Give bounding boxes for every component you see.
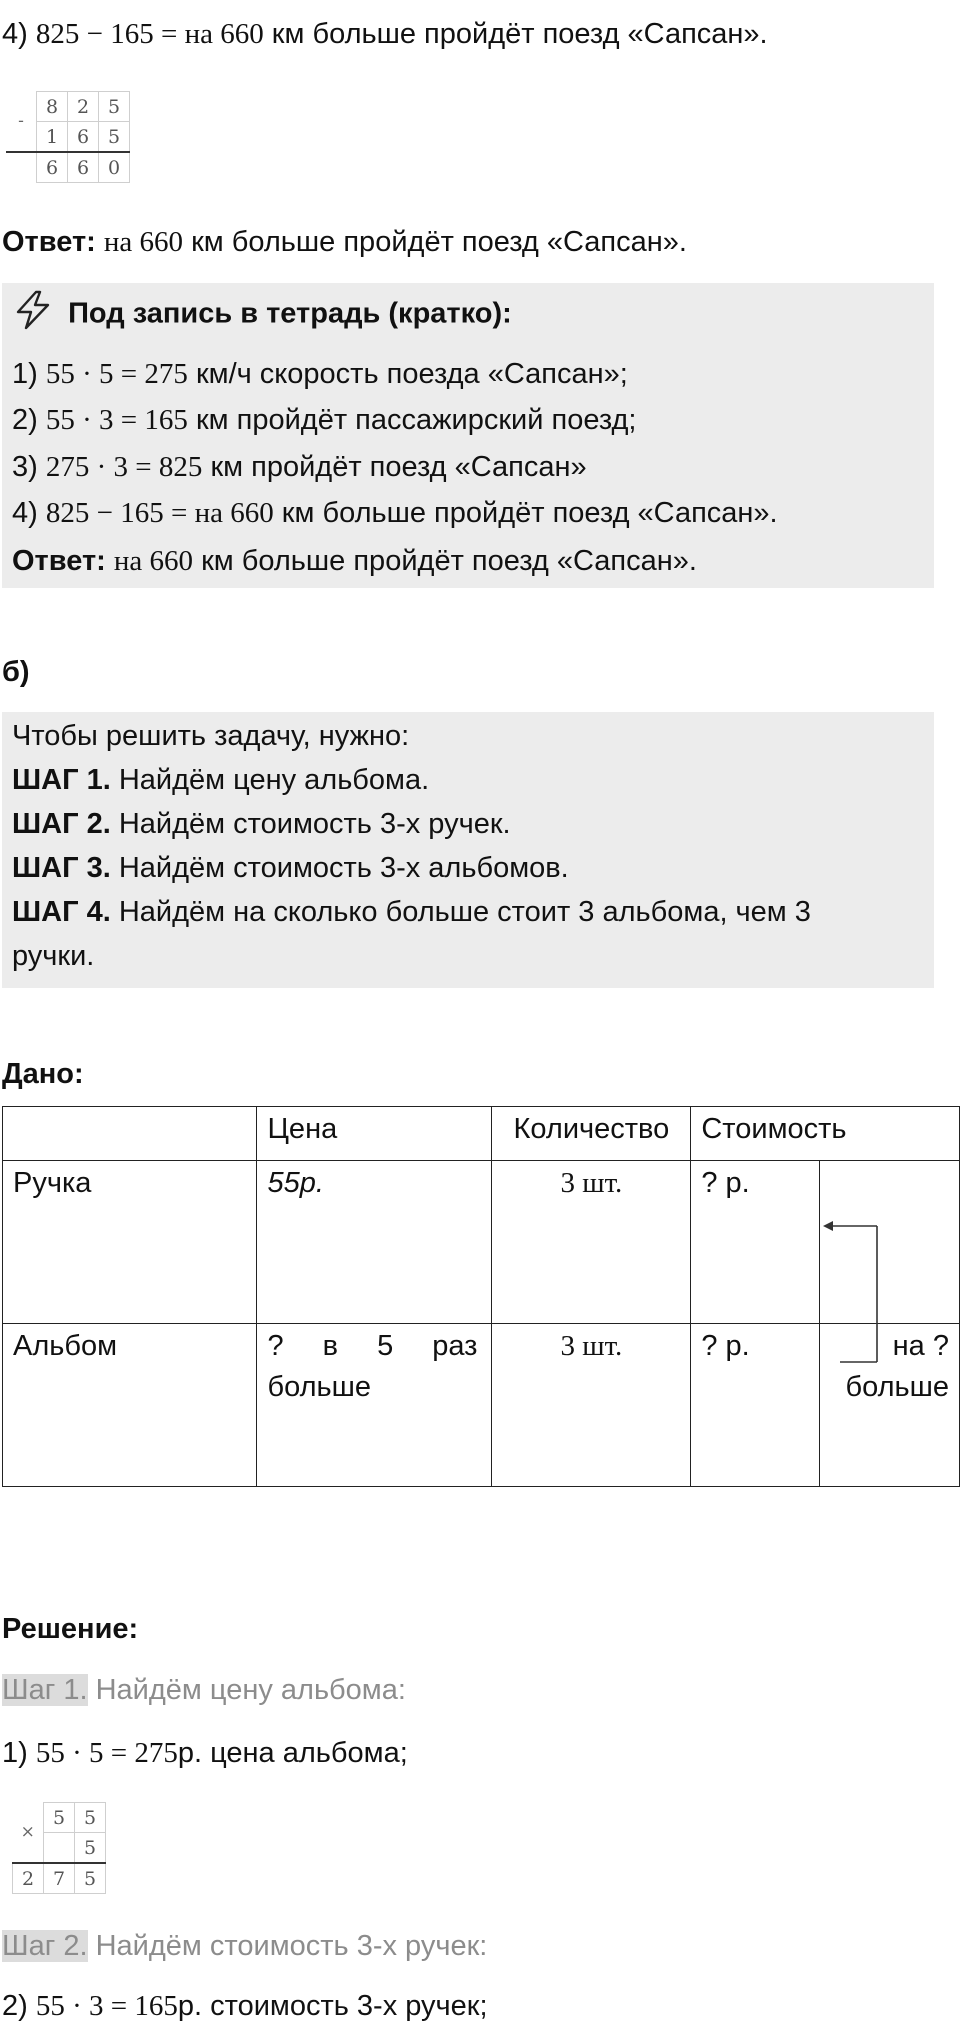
difference-cell: на ? больше	[820, 1324, 960, 1487]
pen-cost: ? р.	[691, 1161, 820, 1324]
given-title: Дано:	[2, 1058, 84, 1090]
solution-step-2-heading: Шаг 2. Найдём стоимость 3-х ручек:	[2, 1930, 488, 1962]
album-price: ? в 5 раз больше	[257, 1324, 492, 1487]
plan-intro: Чтобы решить задачу, нужно:	[12, 720, 410, 752]
answer-line: Ответ: на 660 км больше пройдёт поезд «Сапсан».	[2, 226, 687, 258]
plan-step-4: ШАГ 4. Найдём на сколько больше стоит 3 альбома, чем 3	[12, 896, 811, 928]
bracket-arrow-icon	[820, 1161, 880, 1324]
solution-title: Решение:	[2, 1613, 139, 1645]
lightning-icon	[12, 290, 54, 338]
notebook-line-4: 4) 825 − 165 = на 660 км больше пройдёт поезд «Сапсан».	[12, 497, 778, 529]
pen-qty: 3 шт.	[492, 1161, 691, 1324]
plan-step-4-cont: ручки.	[12, 940, 95, 972]
notebook-answer: Ответ: на 660 км больше пройдёт поезд «Сапсан».	[12, 545, 697, 577]
arrow-cell-top	[820, 1161, 960, 1324]
plan-panel	[2, 712, 934, 988]
solution-line-2: 2) 55 · 3 = 165р. стоимость 3-х ручек;	[2, 1990, 488, 2022]
subtraction-calc: - 8 2 5 1 6 5 6 6 0	[6, 91, 130, 183]
album-cost: ? р.	[691, 1324, 820, 1487]
solution-step-1-heading: Шаг 1. Найдём цену альбома:	[2, 1674, 406, 1706]
row-name-album: Альбом	[3, 1324, 257, 1487]
row-name-pen: Ручка	[3, 1161, 257, 1324]
plan-step-3: ШАГ 3. Найдём стоимость 3-х альбомов.	[12, 852, 569, 884]
plan-step-1: ШАГ 1. Найдём цену альбома.	[12, 764, 430, 796]
notebook-line-3: 3) 275 · 3 = 825 км пройдёт поезд «Сапсан»	[12, 451, 587, 483]
part-b-label: б)	[2, 656, 30, 688]
plan-step-2: ШАГ 2. Найдём стоимость 3-х ручек.	[12, 808, 511, 840]
notebook-line-1: 1) 55 · 5 = 275 км/ч скорость поезда «Сапсан»;	[12, 358, 628, 390]
multiplication-calc: × 5 5 5 2 7 5	[12, 1802, 106, 1894]
solution-line-1: 1) 55 · 5 = 275р. цена альбома;	[2, 1737, 408, 1769]
notebook-line-2: 2) 55 · 3 = 165 км пройдёт пассажирский поезд;	[12, 404, 637, 436]
album-qty: 3 шт.	[492, 1324, 691, 1487]
pen-price: 55р.	[257, 1161, 492, 1324]
notebook-title: Под запись в тетрадь (кратко):	[12, 290, 512, 338]
given-table: Цена Количество Стоимость Ручка 55р. 3 шт. ? р. Альбом ? в 5 раз больше 3 шт. ? р. на ? больше	[2, 1106, 960, 1487]
step4-line: 4) 825 − 165 = на 660 км больше пройдёт поезд «Сапсан».	[2, 18, 768, 50]
